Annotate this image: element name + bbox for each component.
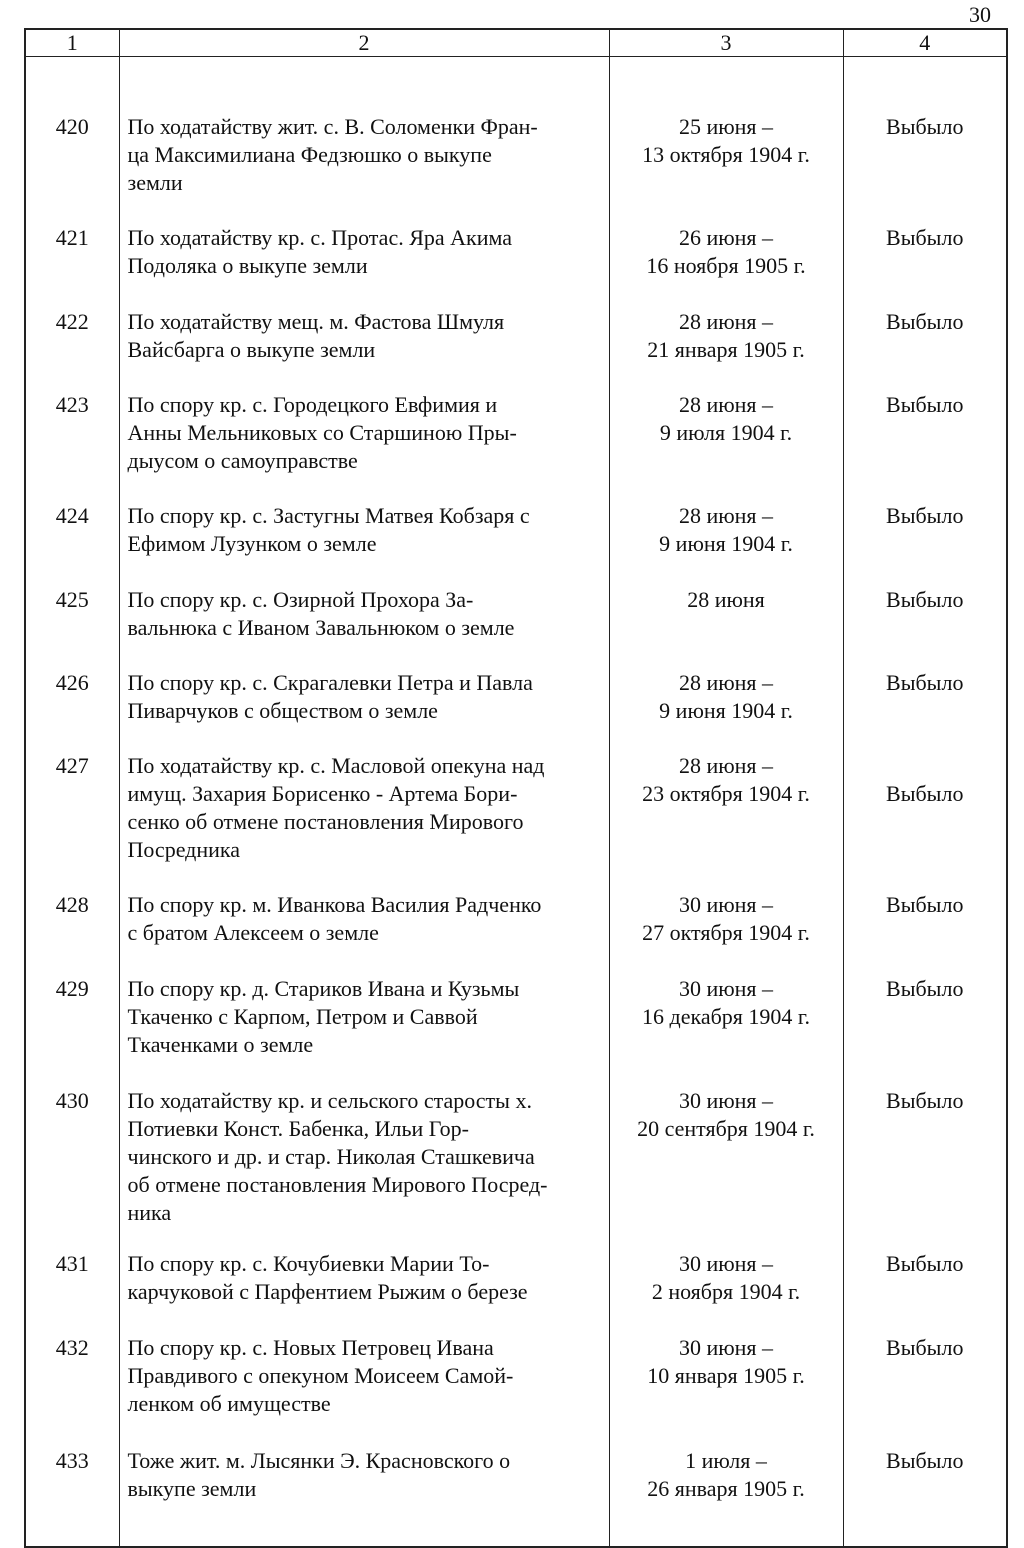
description-line: выкупе земли: [127, 1475, 257, 1501]
entry-note: Выбыло: [843, 891, 1007, 975]
date-line: 21 января 1905 г.: [647, 336, 805, 362]
entry-dates: [609, 752, 843, 891]
entry-description: [119, 669, 609, 752]
table-row: [25, 1447, 1007, 1547]
entry-description: [119, 502, 609, 586]
entry-note: Выбыло: [843, 57, 1007, 224]
description-line: По спору кр. д. Стариков Ивана и Кузьмы: [127, 975, 520, 1001]
date-line: 13 октября 1904 г.: [642, 142, 810, 167]
date-line: 9 июня 1904 г.: [659, 530, 793, 556]
description-line: земли: [127, 170, 183, 195]
table-row: [25, 669, 1007, 752]
description-line: чинского и др. и стар. Николая Сташкевича: [127, 1143, 535, 1169]
entry-dates: [609, 669, 843, 752]
table-row: [25, 391, 1007, 502]
entry-note: Выбыло: [843, 1447, 1007, 1547]
description-line: ленком об имуществе: [127, 1390, 331, 1416]
entry-number: 433: [25, 1447, 119, 1547]
table-row: [25, 1250, 1007, 1334]
entry-number: 429: [25, 975, 119, 1087]
table-row: [25, 752, 1007, 891]
table-row: [25, 1334, 1007, 1447]
description-line: По спору кр. м. Иванкова Василия Радченко: [127, 891, 542, 917]
entry-description: [119, 1250, 609, 1334]
description-line: Анны Мельниковых со Старшиною Пры-: [127, 419, 517, 445]
description-line: Посредника: [127, 836, 241, 862]
date-line: 30 июня –: [678, 1087, 774, 1113]
date-line: 30 июня –: [678, 1250, 774, 1276]
description-line: По ходатайству мещ. м. Фастова Шмуля: [127, 308, 505, 334]
entry-dates: [609, 1250, 843, 1334]
entry-description: [119, 308, 609, 391]
entry-dates: [609, 1334, 843, 1447]
entry-dates: [609, 224, 843, 308]
table-row: [25, 586, 1007, 669]
entry-note: Выбыло: [843, 1087, 1007, 1250]
description-line: Ткаченками о земле: [127, 1031, 314, 1057]
description-line: Подоляка о выкупе земли: [127, 252, 368, 278]
date-line: 30 июня –: [678, 1334, 774, 1360]
entry-number: 422: [25, 308, 119, 391]
entry-note: Выбыло: [843, 669, 1007, 752]
table-row: [25, 975, 1007, 1087]
entry-number: 423: [25, 391, 119, 502]
entry-number: 427: [25, 752, 119, 891]
entry-number: 428: [25, 891, 119, 975]
entry-number: 424: [25, 502, 119, 586]
entry-number: 432: [25, 1334, 119, 1447]
entry-note: Выбыло: [843, 586, 1007, 669]
entry-dates: [609, 891, 843, 975]
description-line: По спору кр. с. Скрагалевки Петра и Павла: [127, 669, 533, 695]
entry-number: 420: [25, 57, 119, 224]
entry-dates: [609, 502, 843, 586]
entry-description: [119, 752, 609, 891]
entry-number: 431: [25, 1250, 119, 1334]
description-line: Вайсбарга о выкупе земли: [127, 336, 376, 362]
entry-description: [119, 224, 609, 308]
entry-dates: [609, 1447, 843, 1547]
description-line: вальнюка с Иваном Завальнюком о земле: [127, 614, 515, 640]
description-line: По ходатайству кр. с. Масловой опекуна над: [127, 752, 545, 778]
entry-dates: [609, 391, 843, 502]
date-line: 9 июля 1904 г.: [659, 419, 793, 445]
entry-note: Выбыло: [843, 752, 1007, 891]
entry-note: Выбыло: [843, 391, 1007, 502]
date-line: 23 октября 1904 г.: [642, 780, 810, 806]
date-line: 10 января 1905 г.: [647, 1362, 805, 1388]
date-line: 28 июня –: [678, 391, 774, 417]
description-line: Пиварчуков с обществом о земле: [127, 697, 438, 723]
description-line: По спору кр. с. Городецкого Евфимия и: [127, 391, 498, 417]
date-line: 26 января 1905 г.: [647, 1475, 805, 1501]
date-line: 27 октября 1904 г.: [642, 919, 810, 945]
date-line: 30 июня –: [678, 975, 774, 1001]
date-line: 25 июня –: [678, 114, 774, 139]
description-line: По спору кр. с. Кочубиевки Марии То-: [127, 1250, 490, 1276]
description-line: По ходатайству кр. с. Протас. Яра Акима: [127, 224, 513, 250]
description-line: имущ. Захария Борисенко - Артема Бори-: [127, 780, 518, 806]
entry-description: [119, 1334, 609, 1447]
table-row: [25, 1087, 1007, 1250]
entry-description: [119, 1447, 609, 1547]
entry-number: 430: [25, 1087, 119, 1250]
date-line: 28 июня –: [678, 502, 774, 528]
description-line: дыусом о самоуправстве: [127, 447, 358, 473]
description-line: По спору кр. с. Новых Петровец Ивана: [127, 1334, 494, 1360]
date-line: 9 июня 1904 г.: [659, 697, 793, 723]
entry-note: Выбыло: [843, 224, 1007, 308]
entry-number: 426: [25, 669, 119, 752]
date-line: 28 июня –: [678, 752, 774, 778]
date-line: 20 сентября 1904 г.: [637, 1115, 815, 1141]
header-col-2: 2: [119, 29, 609, 57]
entry-dates: [609, 586, 843, 669]
entry-note: Выбыло: [843, 1250, 1007, 1334]
description-line: с братом Алексеем о земле: [127, 919, 379, 945]
page-number: 30: [969, 2, 991, 27]
table-row: [25, 502, 1007, 586]
description-line: По спору кр. с. Озирной Прохора За-: [127, 586, 474, 612]
date-line: 28 июня: [687, 586, 765, 612]
description-line: ца Максимилиана Федзюшко о выкупе: [127, 142, 492, 167]
header-col-1: 1: [25, 29, 119, 57]
header-row: [25, 29, 1007, 57]
entry-description: [119, 891, 609, 975]
description-line: Потиевки Конст. Бабенка, Ильи Гор-: [127, 1115, 469, 1141]
table-row: [25, 308, 1007, 391]
entry-description: [119, 1087, 609, 1250]
entry-note: Выбыло: [843, 502, 1007, 586]
description-line: По ходатайству жит. с. В. Соломенки Фран-: [127, 114, 538, 139]
date-line: 28 июня –: [678, 669, 774, 695]
description-line: Тоже жит. м. Лысянки Э. Красновского о: [127, 1447, 511, 1473]
date-line: 1 июля –: [685, 1447, 767, 1473]
description-line: По ходатайству кр. и сельского старосты х.: [127, 1087, 532, 1113]
description-line: Ефимом Лузунком о земле: [127, 530, 377, 556]
table-row: [25, 224, 1007, 308]
description-line: Ткаченко с Карпом, Петром и Саввой: [127, 1003, 478, 1029]
entry-number: 421: [25, 224, 119, 308]
entry-description: [119, 57, 609, 224]
entry-description: [119, 391, 609, 502]
date-line: 2 ноября 1904 г.: [651, 1278, 801, 1304]
entry-description: [119, 975, 609, 1087]
description-line: ника: [127, 1199, 172, 1225]
entry-description: [119, 586, 609, 669]
table-row: [25, 891, 1007, 975]
table-body: [25, 57, 1007, 1547]
description-line: об отмене постановления Мирового Посред-: [127, 1171, 548, 1197]
entry-note: Выбыло: [843, 1334, 1007, 1447]
date-line: 16 ноября 1905 г.: [646, 252, 806, 278]
date-line: 26 июня –: [678, 224, 774, 250]
table-row: [25, 57, 1007, 224]
entry-dates: [609, 57, 843, 224]
entry-dates: [609, 308, 843, 391]
header-col-4: 4: [843, 29, 1007, 57]
date-line: 30 июня –: [678, 891, 774, 917]
entry-note: Выбыло: [843, 975, 1007, 1087]
date-line: 28 июня –: [678, 308, 774, 334]
entry-number: 425: [25, 586, 119, 669]
description-line: Правдивого с опекуном Моисеем Самой-: [127, 1362, 514, 1388]
description-line: карчуковой с Парфентием Рыжим о березе: [127, 1278, 528, 1304]
description-line: По спору кр. с. Застугны Матвея Кобзаря с: [127, 502, 530, 528]
header-col-3: 3: [609, 29, 843, 57]
description-line: сенко об отмене постановления Мирового: [127, 808, 524, 834]
entry-dates: [609, 1087, 843, 1250]
entry-dates: [609, 975, 843, 1087]
entry-note: Выбыло: [843, 308, 1007, 391]
archive-inventory-table: [24, 28, 1008, 1548]
date-line: 16 декабря 1904 г.: [642, 1003, 810, 1029]
